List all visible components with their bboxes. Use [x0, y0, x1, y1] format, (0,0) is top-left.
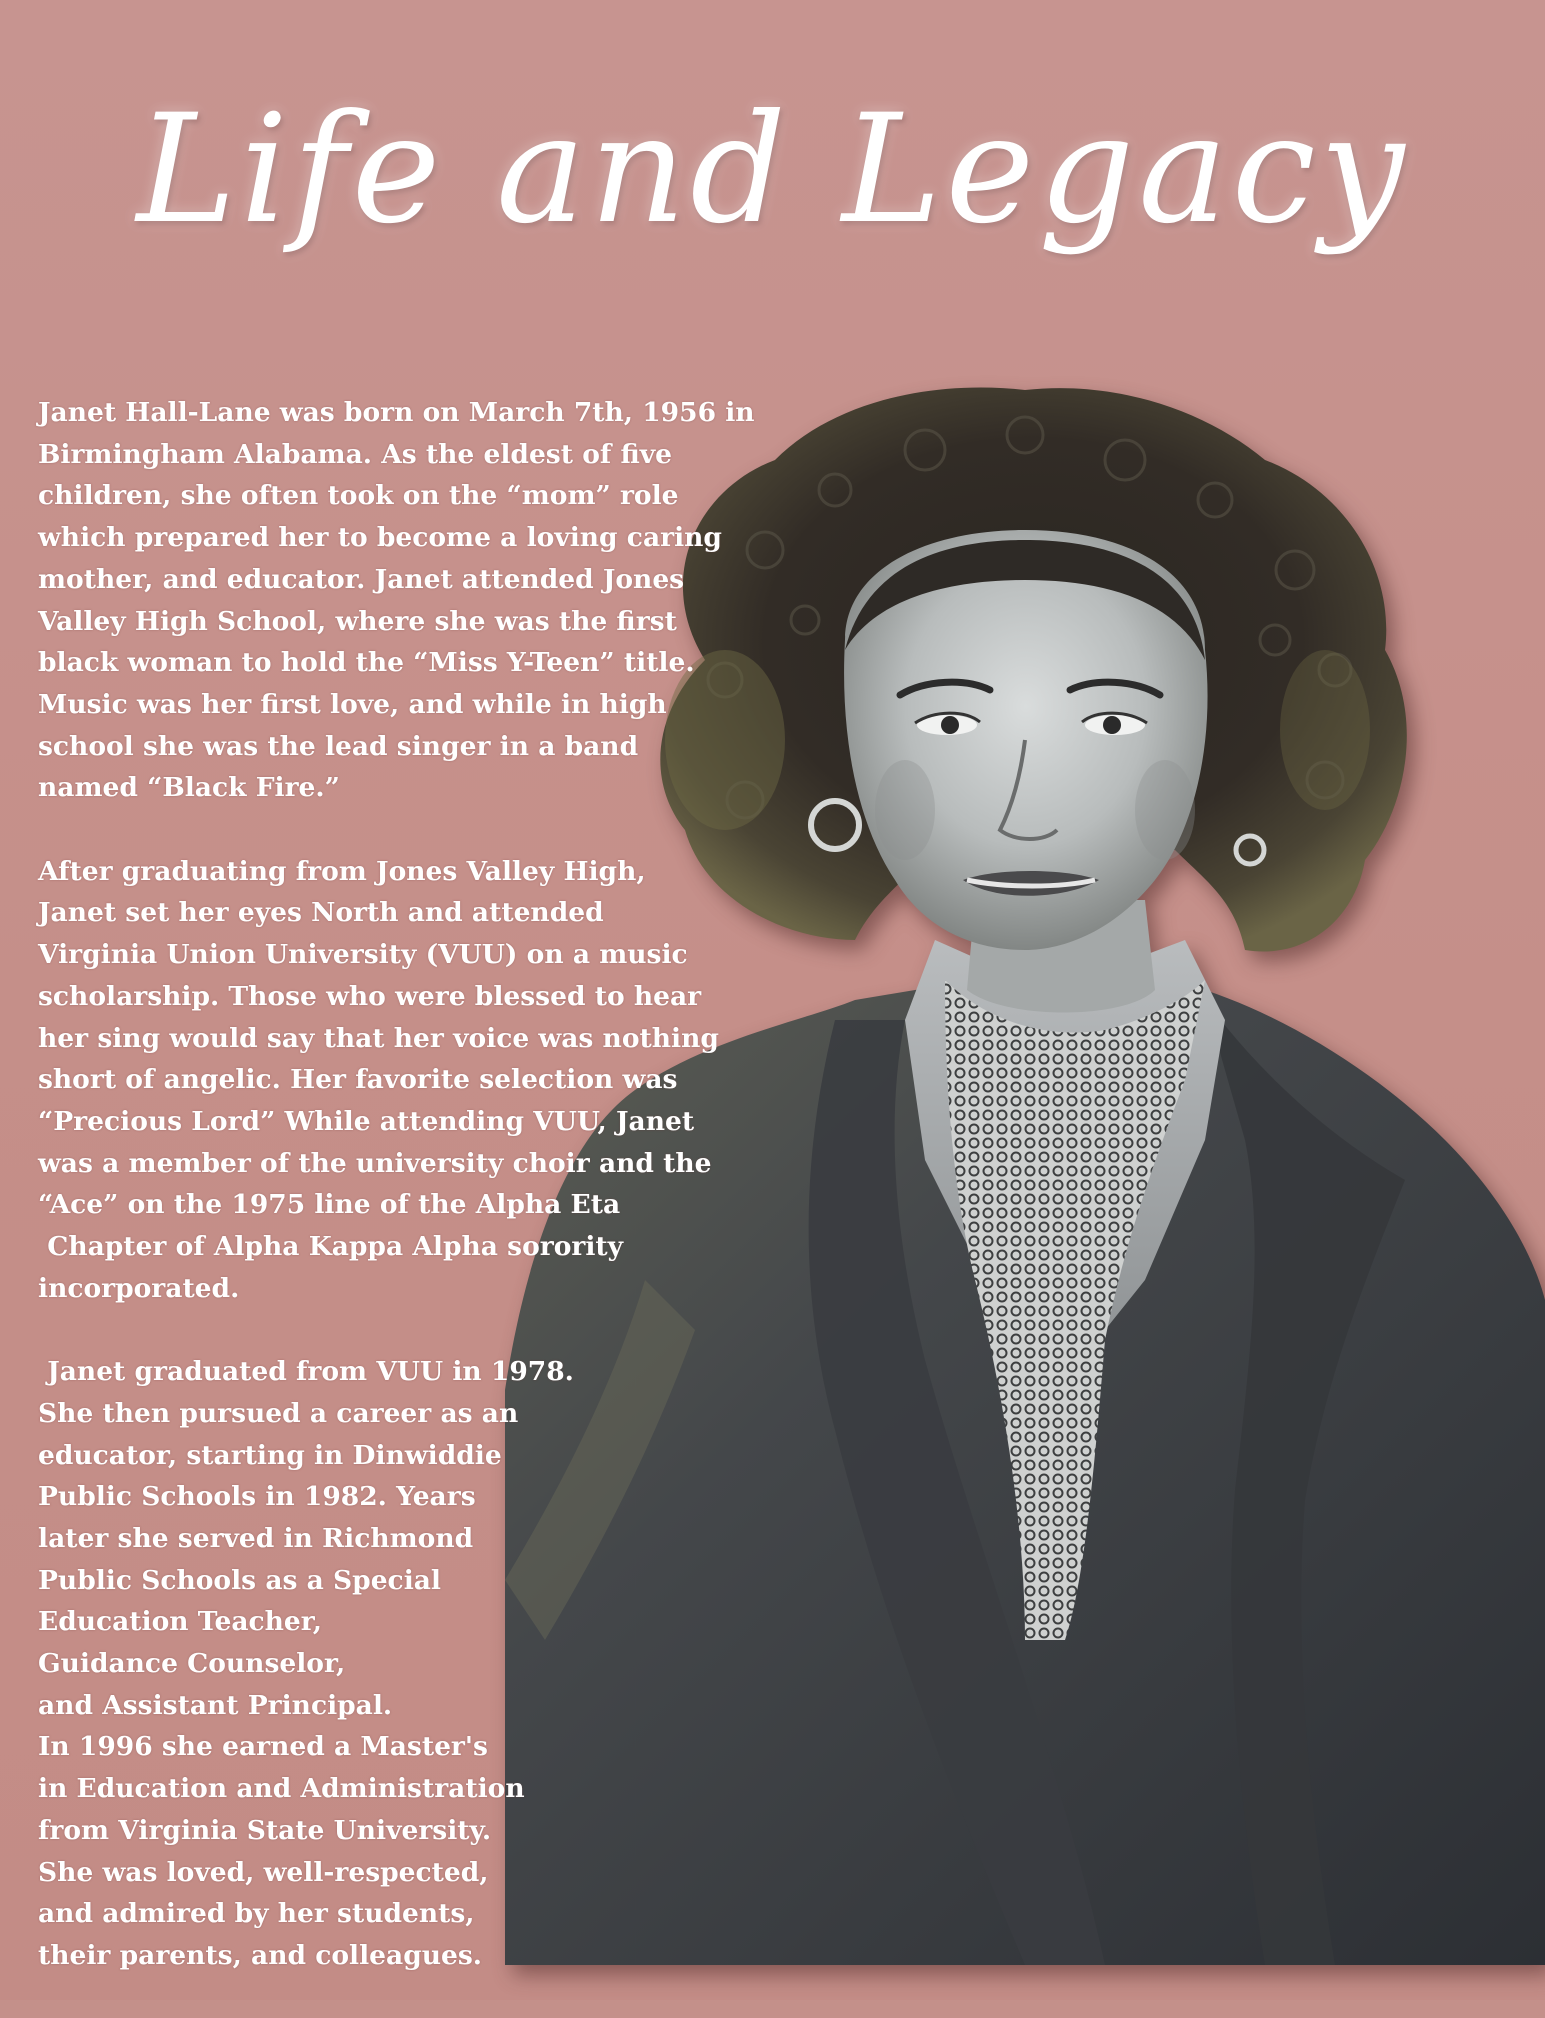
biography-text	[38, 392, 798, 2018]
text-line: Birmingham Alabama. As the eldest of five	[38, 438, 673, 470]
text-line: which prepared her to become a loving caring	[38, 522, 722, 554]
text-line: Guidance Counselor,	[38, 1648, 346, 1680]
text-line: Chapter of Alpha Kappa Alpha sorority	[38, 1231, 624, 1263]
text-line: short of angelic. Her favorite selection was	[38, 1064, 678, 1096]
biography-paragraph-1	[38, 392, 798, 809]
text-line: She was loved, well-respected,	[38, 1856, 489, 1888]
text-line: Public Schools in 1982. Years	[38, 1481, 476, 1513]
text-line: Education Teacher,	[38, 1606, 323, 1638]
text-line: their parents, and colleagues.	[38, 1939, 482, 1971]
text-line: mother, and educator. Janet attended Jones	[38, 563, 685, 595]
text-line: Janet Hall-Lane was born on March 7th, 1956 in	[38, 397, 755, 428]
text-line: Janet set her eyes North and attended	[38, 897, 604, 929]
text-line: and Assistant Principal.	[38, 1689, 393, 1721]
text-line: Virginia Union University (VUU) on a music	[38, 939, 688, 971]
text-line: Janet graduated from VUU in 1978.	[38, 1356, 574, 1388]
text-line: scholarship. Those who were blessed to hear	[38, 980, 702, 1012]
text-line: Music was her first love, and while in high	[38, 688, 667, 720]
text-line: from Virginia State University.	[38, 1814, 492, 1846]
biography-paragraph-2	[38, 851, 798, 1310]
text-line: After graduating from Jones Valley High,	[38, 855, 646, 887]
biography-paragraph-3	[38, 1351, 798, 1977]
text-line: “Ace” on the 1975 line of the Alpha Eta	[38, 1189, 621, 1221]
text-line: her sing would say that her voice was nothing	[38, 1022, 719, 1054]
text-line: black woman to hold the “Miss Y-Teen” title.	[38, 647, 695, 679]
text-line: school she was the lead singer in a band	[38, 730, 639, 762]
text-line: named “Black Fire.”	[38, 772, 340, 804]
text-line: She then pursued a career as an	[38, 1397, 519, 1429]
text-line: and admired by her students,	[38, 1898, 475, 1930]
text-line: Valley High School, where she was the first	[38, 605, 677, 637]
text-line: Public Schools as a Special	[38, 1564, 441, 1596]
text-line: in Education and Administration	[38, 1773, 525, 1805]
text-line: later she served in Richmond	[38, 1522, 474, 1554]
text-line: was a member of the university choir and the	[38, 1147, 712, 1179]
text-line: educator, starting in Dinwiddie	[38, 1439, 502, 1471]
text-line: children, she often took on the “mom” role	[38, 480, 679, 512]
page-title: Life and Legacy	[136, 83, 1409, 257]
text-line: incorporated.	[38, 1272, 240, 1304]
text-line: “Precious Lord” While attending VUU, Janet	[38, 1105, 695, 1137]
text-line: In 1996 she earned a Master's	[38, 1731, 488, 1763]
